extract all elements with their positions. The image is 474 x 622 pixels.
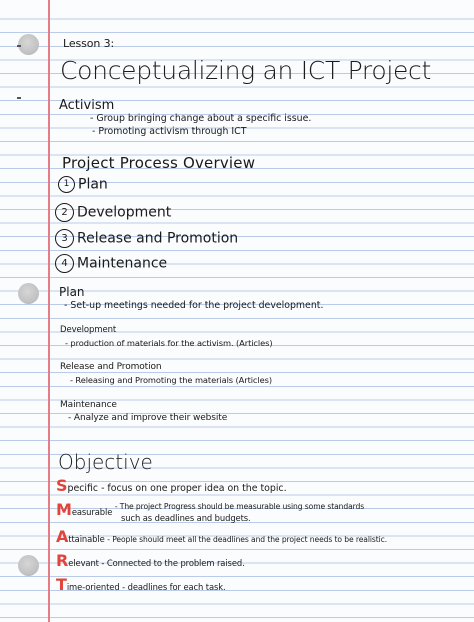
activism-point: - Promoting activism through ICT (92, 126, 247, 137)
step-label: Plan (78, 176, 108, 193)
overview-step (55, 203, 171, 222)
page-title: Conceptualizing an ICT Project (60, 56, 432, 85)
smart-item-specific (56, 476, 287, 495)
detail-text: - production of materials for the activism. (Articles) (65, 338, 273, 348)
lesson-label: Lesson 3: (63, 37, 115, 50)
smart-letter: S (56, 476, 68, 495)
smart-letter: R (56, 551, 69, 570)
overview-heading: Project Process Overview (62, 154, 256, 172)
detail-heading: Release and Promotion (60, 362, 162, 372)
detail-text: - Set-up meetings needed for the project development. (64, 300, 324, 311)
smart-item-attainable (56, 527, 387, 546)
margin-line (48, 0, 50, 622)
smart-item-relevant (56, 551, 245, 570)
pencil-mark (17, 97, 21, 99)
detail-text: - Releasing and Promoting the materials (Articles) (70, 375, 272, 385)
detail-heading: Plan (59, 285, 85, 299)
objective-heading: Objective (58, 450, 153, 474)
smart-text: - focus on one proper idea on the topic. (101, 483, 287, 494)
smart-letter: T (56, 575, 67, 594)
step-label: Development (77, 204, 172, 221)
step-number-1: 1 (58, 176, 75, 193)
overview-step (55, 229, 238, 248)
activism-point: - Group bringing change about a specific issue. (90, 113, 312, 124)
smart-text: - Connected to the problem raised. (101, 558, 245, 568)
step-label: Release and Promotion (77, 230, 239, 247)
smart-term: elevant (68, 558, 99, 568)
detail-heading: Development (60, 325, 117, 335)
punch-hole-top (18, 34, 39, 55)
step-number-3: 3 (55, 229, 74, 248)
overview-step (55, 254, 167, 273)
smart-text: - People should meet all the deadlines and the project needs to be realistic. (107, 535, 388, 544)
activism-heading: Activism (59, 98, 115, 113)
smart-term: ime-oriented (66, 582, 120, 592)
overview-step (58, 176, 108, 193)
step-number-2: 2 (55, 203, 74, 222)
smart-letter: A (56, 527, 69, 546)
pencil-mark (17, 45, 21, 47)
smart-letter: M (56, 500, 72, 519)
smart-term: easurable (71, 507, 113, 517)
detail-heading: Maintenance (60, 400, 117, 410)
punch-hole-middle (18, 283, 39, 304)
smart-text: - The project Progress should be measurable using some standards (114, 502, 365, 511)
step-number-4: 4 (55, 254, 74, 273)
smart-term: pecific (67, 483, 99, 494)
smart-item-time-oriented (56, 575, 226, 594)
smart-text: - deadlines for each task. (122, 582, 226, 592)
smart-term: ttainable (68, 534, 105, 544)
punch-hole-bottom (18, 555, 39, 576)
detail-text: - Analyze and improve their website (68, 413, 228, 423)
smart-text-continuation: such as deadlines and budgets. (121, 513, 251, 523)
step-label: Maintenance (77, 255, 168, 272)
